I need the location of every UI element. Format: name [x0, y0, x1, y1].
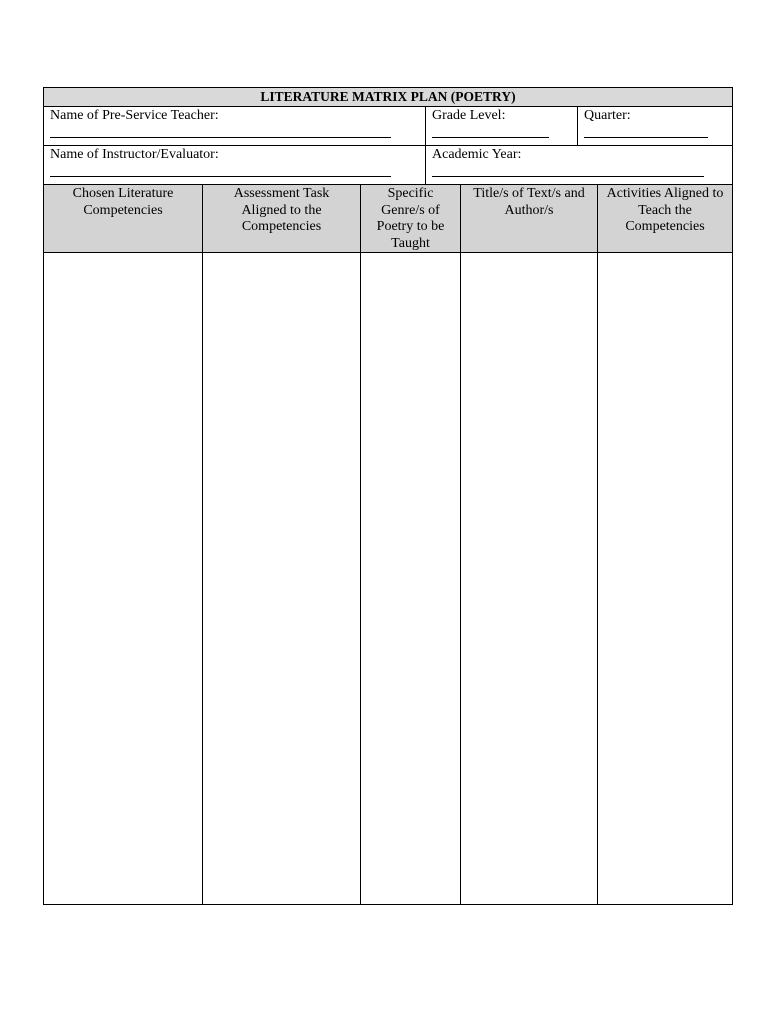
info-row-teacher — [44, 107, 732, 146]
grade-label: Grade Level: — [432, 108, 506, 123]
teacher-cell — [44, 107, 425, 145]
info-row-instructor — [44, 146, 732, 185]
table-body-row — [44, 250, 732, 904]
col-header-assessment: Assessment Task Aligned to the Competencies — [202, 185, 360, 252]
cell-assessment[interactable] — [202, 250, 360, 904]
grade-field[interactable] — [432, 137, 549, 138]
instructor-label: Name of Instructor/Evaluator: — [50, 147, 219, 162]
cell-competencies[interactable] — [44, 250, 202, 904]
col-header-activities: Activities Aligned to Teach the Competencies — [597, 185, 732, 252]
year-label: Academic Year: — [432, 147, 522, 162]
table-header-row — [44, 185, 732, 253]
year-cell — [425, 146, 732, 184]
instructor-field[interactable] — [50, 176, 391, 177]
quarter-cell — [577, 107, 732, 145]
year-field[interactable] — [432, 176, 704, 177]
teacher-field[interactable] — [50, 137, 391, 138]
col-header-titles: Title/s of Text/s and Author/s — [460, 185, 597, 252]
col-header-competencies: Chosen Literature Competencies — [72, 186, 174, 218]
form-title: LITERATURE MATRIX PLAN (POETRY) — [44, 88, 732, 107]
grade-cell — [425, 107, 577, 145]
literature-matrix-form — [43, 87, 733, 905]
cell-genre[interactable] — [360, 250, 460, 904]
instructor-cell — [44, 146, 425, 184]
cell-activities[interactable] — [597, 250, 732, 904]
quarter-label: Quarter: — [584, 108, 631, 123]
cell-titles[interactable] — [460, 250, 597, 904]
quarter-field[interactable] — [584, 137, 708, 138]
teacher-label: Name of Pre-Service Teacher: — [50, 108, 219, 123]
col-header-genre: Specific Genre/s of Poetry to be Taught — [360, 185, 460, 252]
